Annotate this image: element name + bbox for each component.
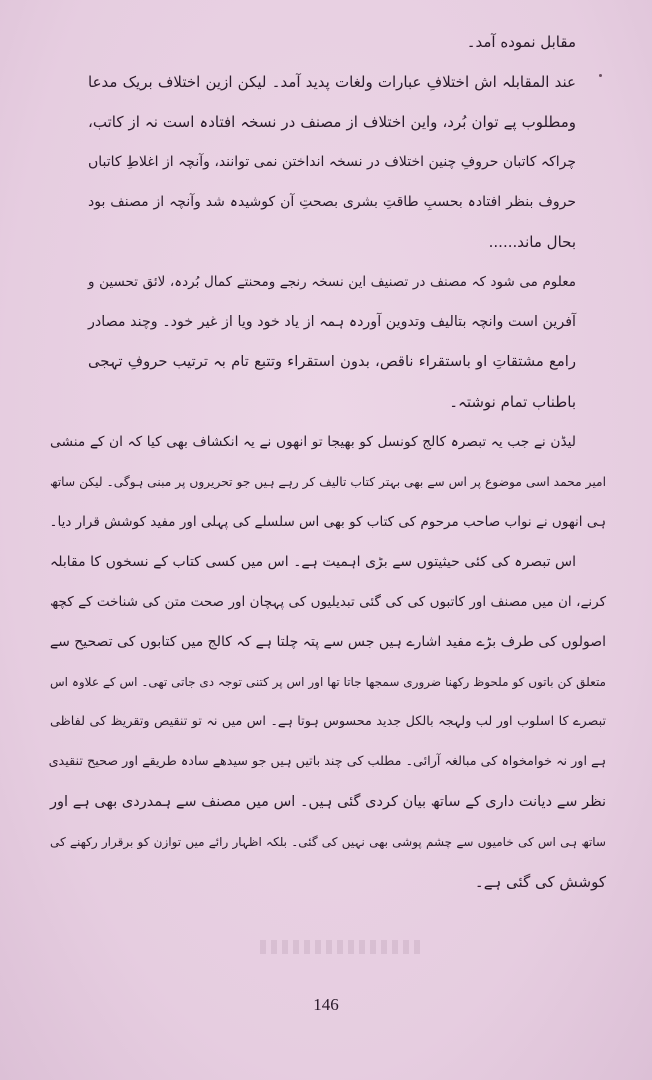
- quote-line: چراکہ کاتبان حروفِ چنین اختلاف در نسخہ انداختن نمی توانند، وآنچہ از اغلاطِ کاتباں: [87, 154, 576, 170]
- paragraph-line: کرنے، ان میں مصنف اور کاتبوں کی کی گئی تبدیلیوں کی پہچان اور صحت متن کی شناخت کے کچھ: [50, 594, 606, 610]
- paragraph-line: متعلق کن باتوں کو ملحوظ رکھنا ضروری سمجھا جاتا تھا اور اس پر کتنی توجہ دی جاتی تھی۔ اس کے علاوہ اس: [50, 675, 606, 689]
- paragraph-line: اس تبصرہ کی کئی حیثیتوں سے بڑی اہمیت ہے۔ اس میں کسی کتاب کے نسخوں کا مقابلہ: [50, 554, 576, 570]
- paragraph-line: ہی انھوں نے نواب صاحب مرحوم کی کتاب کو بھی اس سلسلے کی پہلی اور مفید کوشش قرار دیا۔: [49, 514, 606, 530]
- quote-line: رامع مشتقاتِ او باستقراء ناقص، بدون استقراء وتتبع تام بہ ترتیب حروفِ تہجی: [88, 353, 576, 370]
- paragraph-line: امیر محمد اسی موضوع پر اس سے بھی بہتر کتاب تالیف کر رہے ہیں جو تحریروں پر مبنی ہوگی۔ لیکن ساتھ: [50, 475, 606, 489]
- page-number: 146: [313, 995, 339, 1014]
- quote-line: مقابل نموده آمد۔: [466, 33, 576, 51]
- paragraph-line: نظر سے دیانت داری کے ساتھ بیان کردی گئی ہیں۔ اس میں مصنف سے ہمدردی بھی ہے اور: [50, 794, 606, 810]
- margin-mark: [599, 74, 602, 77]
- paragraph-line: کوشش کی گئی ہے۔: [474, 873, 606, 891]
- show-through-text: [260, 940, 420, 954]
- quote-line: حروف بنظر افتادہ بحسبِ طاقتِ بشری بصحتِ آن کوشیدہ شد وآنچہ از مصنف بود: [88, 194, 576, 210]
- quote-line: عند المقابلہ اش اختلافِ عبارات ولغات پدید آمد۔ لیکن ازین اختلاف بریک مدعا: [88, 73, 576, 91]
- quote-line: باطناب تمام نوشتہ۔: [449, 393, 576, 411]
- quote-line: بحال ماند......: [488, 233, 576, 251]
- paragraph-line: لیڈن نے جب یہ تبصرہ کالج کونسل کو بھیجا تو انھوں نے یہ انکشاف بھی کیا کہ ان کے منشی: [50, 434, 576, 450]
- paragraph-line: ہے اور نہ خوامخواہ کی مبالغہ آرائی۔ مطلب کی چند باتیں ہیں جو سیدھے سادہ طریقے اور صحیح تنقیدی: [48, 754, 606, 769]
- quote-line: ومطلوب پے توان بُرد، واین اختلاف از مصنف در نسخہ افتادہ است نہ از کاتب،: [88, 113, 576, 131]
- paragraph-line: اصولوں کی طرف بڑے مفید اشارے ہیں جس سے پتہ چلتا ہے کہ کالج میں کتابوں کی تصحیح سے: [49, 634, 606, 650]
- quote-line: معلوم می شود کہ مصنف در تصنیف این نسخہ رنجے ومحنتے کمال بُردہ، لائق تحسین و: [88, 274, 576, 290]
- paragraph-line: تبصرے کا اسلوب اور لب ولہجہ بالکل جدید محسوس ہوتا ہے۔ اس میں نہ تو تنقیص وتقریظ کی لفاظی: [50, 714, 606, 729]
- quote-line: آفرین است وانچہ بتالیف وتدوین آوردہ ہمہ از یاد خود ویا از غیر خود۔ وچند مصادر: [88, 314, 576, 330]
- paragraph-line: ساتھ ہی اس کی خامیوں سے چشم پوشی بھی نہیں کی گئی۔ بلکہ اظہار رائے میں توازن کو برقرار رکھنے کی: [50, 835, 606, 849]
